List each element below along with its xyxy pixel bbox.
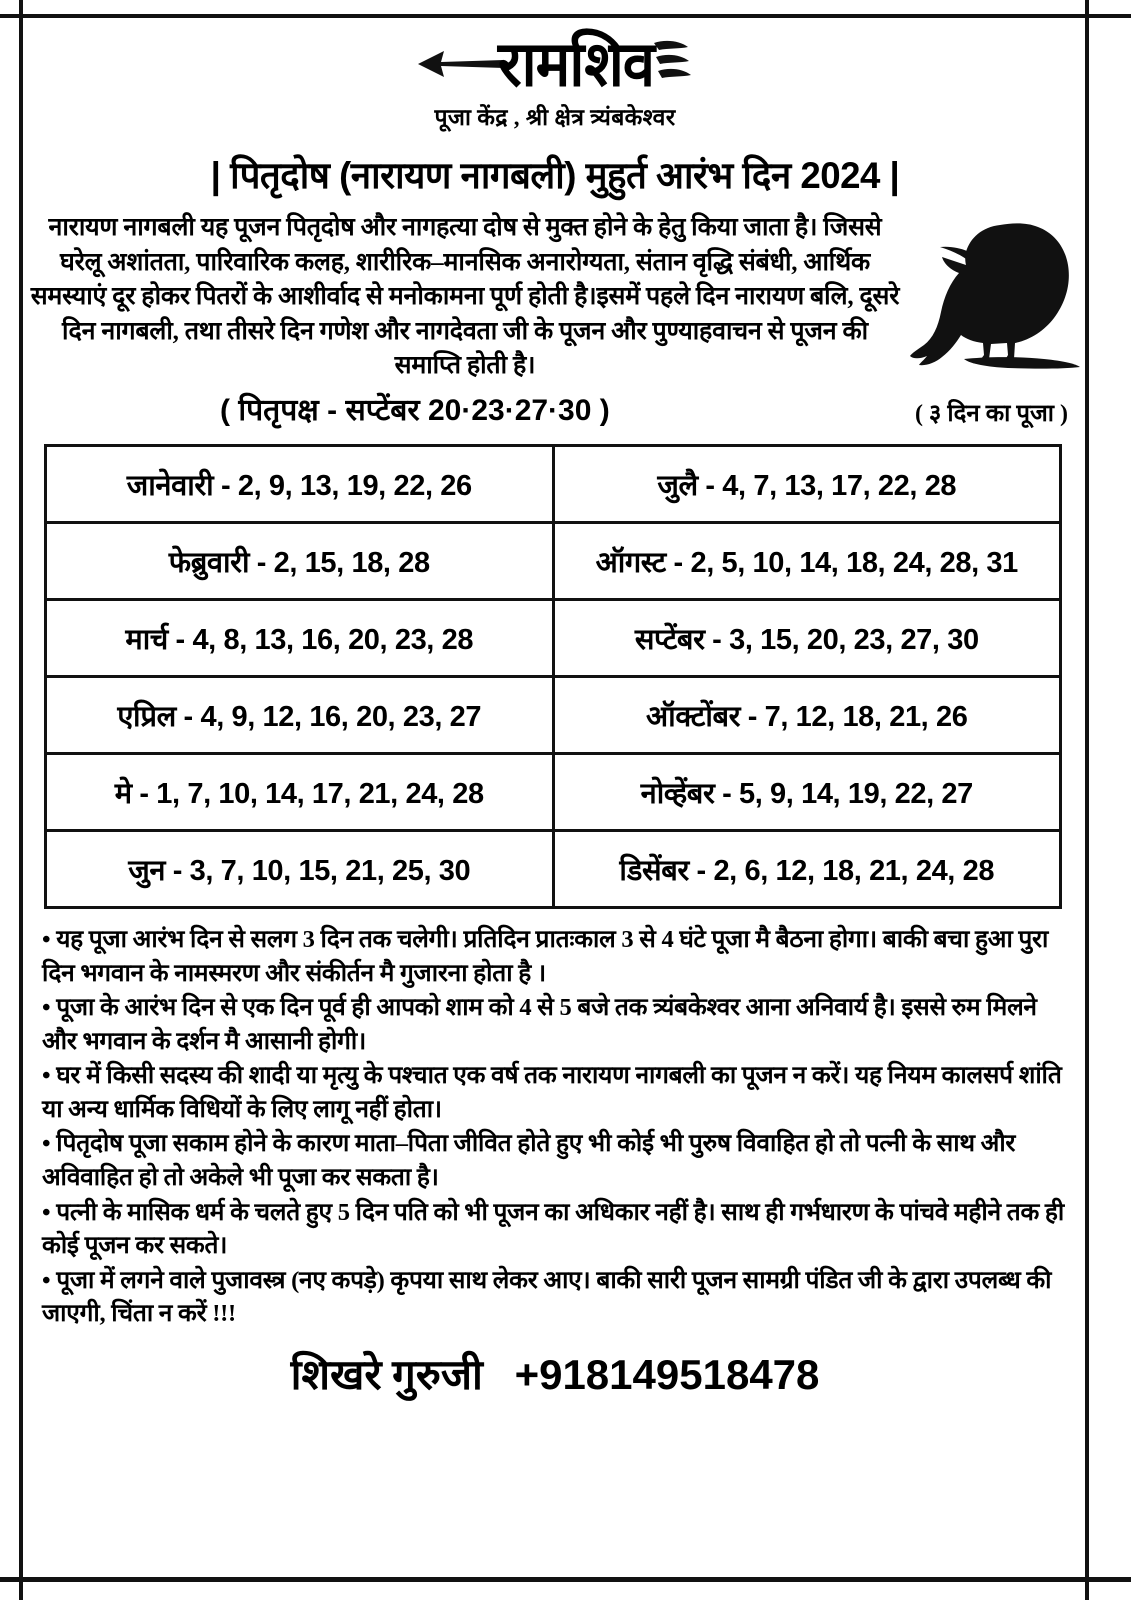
brand-name: रामशिव bbox=[497, 29, 655, 100]
phone-number[interactable]: +918149518478 bbox=[514, 1350, 820, 1398]
table-row bbox=[46, 523, 1061, 600]
instruction-item: • घर में किसी सदस्य की शादी या मृत्यु के पश्चात एक वर्ष तक नारायण नागबली का पूजन न करें। यह नियम कालसर्प शांति या अन्य धार्मिक विधियों के लिए लागू नहीं होता। bbox=[42, 1062, 1062, 1123]
instruction-item: • पूजा के आरंभ दिन से एक दिन पूर्व ही आपको शाम को 4 से 5 बजे तक त्र्यंबकेश्वर आना अनिवार्य है। इससे रुम मिलने और भगवान के दर्शन मै आसानी होगी। bbox=[42, 994, 1037, 1055]
page-border-top bbox=[0, 14, 1131, 18]
pitrupaksha-note: ( पितृपक्ष - सप्टेंबर 20·23·27·30 ) bbox=[220, 394, 610, 427]
page-border-bottom bbox=[0, 1577, 1131, 1582]
page-title: | पितृदोष (नारायण नागबली) मुहुर्त आरंभ दिन 2024 | bbox=[210, 155, 900, 196]
page-border-left bbox=[19, 0, 23, 1600]
month-cell-march: मार्च - 4, 8, 13, 16, 20, 23, 28 bbox=[46, 600, 554, 677]
month-cell-november: नोव्हेंबर - 5, 9, 14, 19, 22, 27 bbox=[553, 754, 1061, 831]
poster-content bbox=[30, 22, 1080, 1572]
month-cell-august: ऑगस्ट - 2, 5, 10, 14, 18, 24, 28, 31 bbox=[553, 523, 1061, 600]
instruction-item: • पूजा में लगने वाले पुजावस्त्र (नए कपड़े) कृपया साथ लेकर आए। बाकी सारी पूजन सामग्री पंडित जी के द्वारा उपलब्ध की जाएगी, चिंता न करें !!! bbox=[42, 1266, 1052, 1328]
month-cell-september: सप्टेंबर - 3, 15, 20, 23, 27, 30 bbox=[553, 600, 1061, 677]
instruction-item: • यह पूजा आरंभ दिन से सलग 3 दिन तक चलेगी। प्रतिदिन प्रातःकाल 3 से 4 घंटे पूजा मै बैठना होगा। बाकी बचा हुआ पुरा दिन भगवान के नामस्मरण और संकीर्तन मै गुजारना होता है । bbox=[42, 926, 1049, 987]
intro-paragraph: नारायण नागबली यह पूजन पितृदोष और नागहत्या दोष से मुक्त होने के हेतु किया जाता है। जिससे घरेलू अशांतता, पारिवारिक कलह, शारीरिक–मानसिक अनारोग्यता, संतान वृद्धि संबंधी, आर्थिक समस्याएं दूर होकर पितरों के आशीर्वाद से मनोकामना पूर्ण होती है।इसमें पहले दिन नारायण बलि, दूसरे दिन नागबली, तथा तीसरे दिन गणेश और नागदेवता जी के पूजन और पुण्याहवाचन से पूजन की समाप्ति होती है। bbox=[30, 214, 900, 379]
trishul-tip-icon bbox=[650, 37, 692, 94]
three-day-note: ( ३ दिन का पूजा ) bbox=[914, 401, 1068, 427]
instruction-item: • पत्नी के मासिक धर्म के चलते हुए 5 दिन पति को भी पूजन का अधिकार नहीं है। साथ ही गर्भधारण के पांचवे महीने तक ही कोई पूजन कर सकते। bbox=[42, 1198, 1064, 1260]
crow-illustration-icon bbox=[904, 207, 1084, 377]
month-cell-february: फेब्रुवारी - 2, 15, 18, 28 bbox=[46, 523, 554, 600]
brand-logo-row bbox=[30, 29, 1080, 100]
table-row bbox=[46, 677, 1061, 754]
contact-footer bbox=[30, 1345, 1080, 1402]
table-row bbox=[46, 600, 1061, 677]
subnotes-row bbox=[30, 388, 1080, 440]
month-cell-june: जुन - 3, 7, 10, 15, 21, 25, 30 bbox=[46, 831, 554, 908]
table-row bbox=[46, 446, 1061, 523]
table-row bbox=[46, 831, 1061, 908]
brand-subtitle: पूजा केंद्र , श्री क्षेत्र त्र्यंबकेश्वर bbox=[434, 105, 676, 130]
intro-section bbox=[30, 211, 1080, 386]
instruction-item: • पितृदोष पूजा सकाम होने के कारण माता–पिता जीवित होते हुए भी कोई भी पुरुष विवाहित हो तो पत्नी के साथ और अविवाहित हो तो अकेले भी पूजा कर सकता है। bbox=[42, 1130, 1016, 1191]
instructions-list bbox=[42, 923, 1070, 1331]
guruji-name: शिखरे गुरुजी bbox=[290, 1352, 483, 1399]
trishul-arrow-icon bbox=[418, 49, 504, 84]
month-cell-october: ऑक्टोंबर - 7, 12, 18, 21, 26 bbox=[553, 677, 1061, 754]
muhurt-dates-table bbox=[44, 444, 1062, 909]
table-row bbox=[46, 754, 1061, 831]
month-cell-april: एप्रिल - 4, 9, 12, 16, 20, 23, 27 bbox=[46, 677, 554, 754]
page-border-right bbox=[1085, 0, 1089, 1600]
month-cell-may: मे - 1, 7, 10, 14, 17, 21, 24, 28 bbox=[46, 754, 554, 831]
month-cell-july: जुलै - 4, 7, 13, 17, 22, 28 bbox=[553, 446, 1061, 523]
month-cell-december: डिसेंबर - 2, 6, 12, 18, 21, 24, 28 bbox=[553, 831, 1061, 908]
brand-header bbox=[30, 22, 1080, 132]
month-cell-january: जानेवारी - 2, 9, 13, 19, 22, 26 bbox=[46, 446, 554, 523]
